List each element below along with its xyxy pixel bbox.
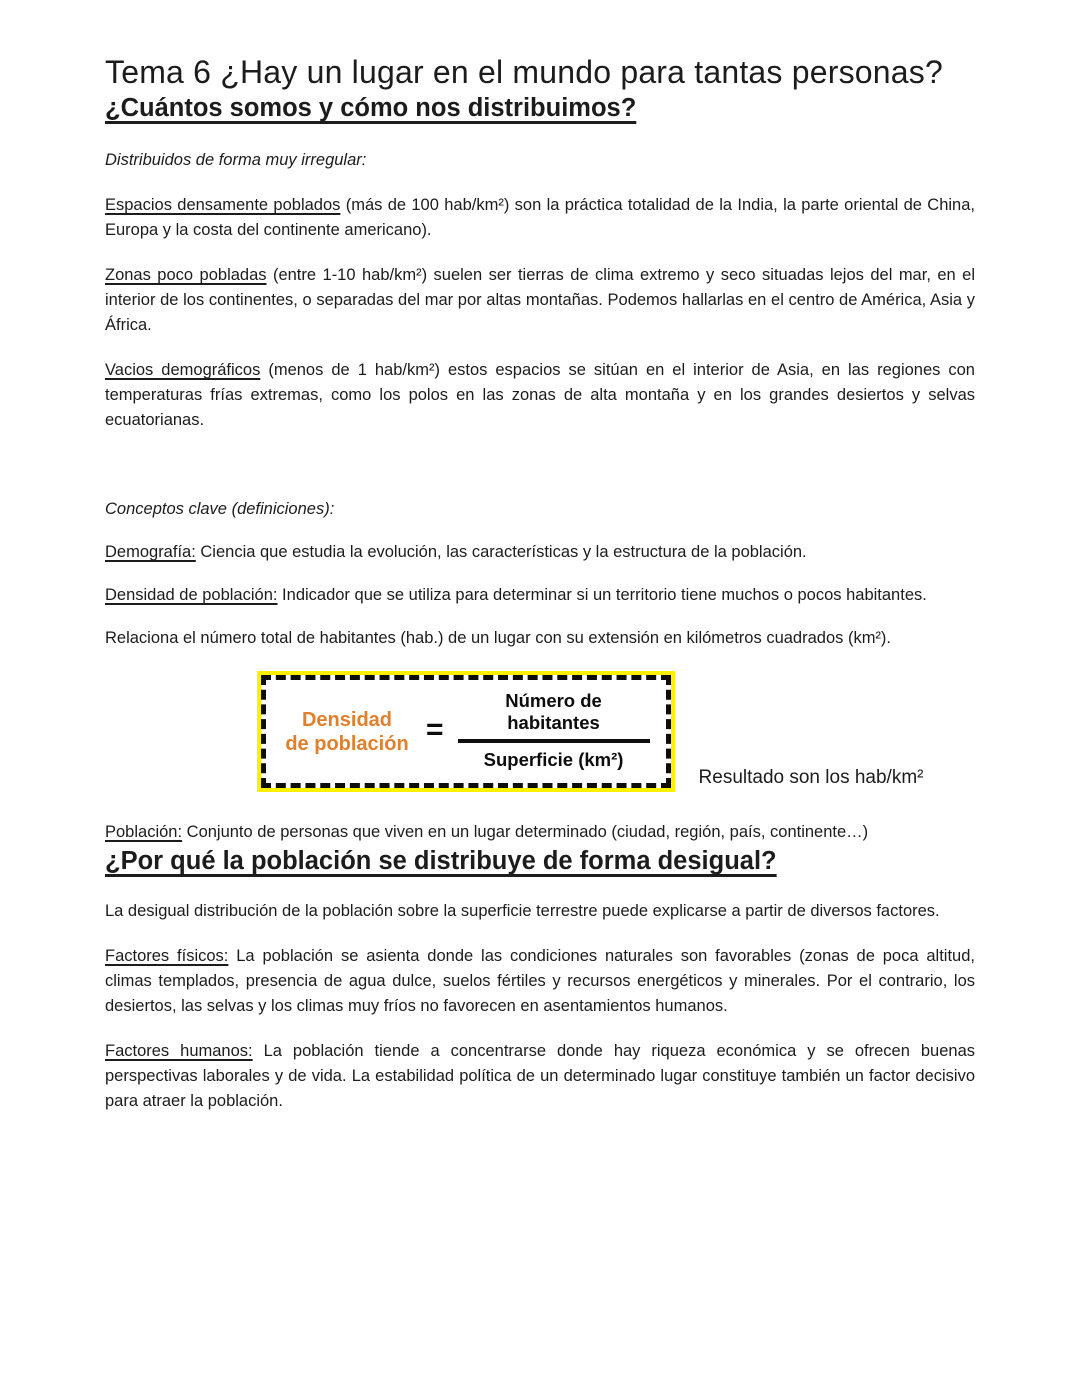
numerator-line2: habitantes	[507, 712, 600, 733]
paragraph-factores-fisicos	[105, 944, 975, 1019]
term-vacios-demograficos: Vacios demográficos	[105, 361, 261, 379]
paragraph-vacios-demograficos	[105, 358, 975, 433]
paragraph-text: (menos de 1 hab/km²) estos espacios se sitúan en el interior de Asia, en las regiones con temperaturas frías extremas, como los polos en las zonas de alta montaña y en los grandes desiertos y selvas ecuatorianas.	[105, 361, 975, 429]
fraction-denominator: Superficie (km²)	[483, 749, 624, 770]
density-formula-inner	[261, 675, 671, 788]
section1-heading: ¿Cuántos somos y cómo nos distribuimos?	[105, 94, 637, 122]
formula-label-line1: Densidad	[301, 708, 393, 731]
term-zonas-poco-pobladas: Zonas poco pobladas	[105, 266, 267, 284]
section2-intro: La desigual distribución de la población sobre la superficie terrestre puede explicarse a partir de diversos factores.	[105, 902, 940, 920]
definition-densidad-de-poblacion	[105, 583, 975, 608]
term-densidad-de-poblacion: Densidad de población:	[105, 586, 278, 604]
fraction-numerator	[505, 690, 602, 734]
definition-text: Ciencia que estudia la evolución, las características y la estructura de la población.	[195, 543, 807, 561]
definition-poblacion	[105, 820, 975, 845]
term-factores-fisicos: Factores físicos:	[105, 947, 229, 965]
paragraph-text: La población se asienta donde las condiciones naturales son favorables (zonas de poca altitud, climas templados, presencia de agua dulce, suelos fértiles y recursos energéticos y minerales. Por el contrario, los desiertos, las selvas y los climas muy fríos no favorecen en asentamientos humanos.	[105, 947, 975, 1015]
definition-demografia	[105, 540, 975, 565]
paragraph-text: La población tiende a concentrarse donde hay riqueza económica y se ofrecen buenas perspectivas laborales y de vida. La estabilidad política de un determinado lugar constituye también un factor decisivo para atraer la población.	[105, 1042, 976, 1110]
formula-label	[282, 708, 412, 756]
equals-sign: =	[426, 712, 444, 746]
density-formula-box	[257, 671, 675, 792]
numerator-line1: Número de	[505, 690, 602, 711]
definition-text: Conjunto de personas que viven en un lugar determinado (ciudad, región, país, continente…)	[182, 823, 869, 841]
definition-text: Indicador que se utiliza para determinar si un territorio tiene muchos o pocos habitantes.	[277, 586, 927, 604]
paragraph-relaciona: Relaciona el número total de habitantes (hab.) de un lugar con su extensión en kilómetros cuadrados (km²).	[105, 629, 892, 647]
section2-heading: ¿Por qué la población se distribuye de forma desigual?	[105, 847, 777, 875]
paragraph-factores-humanos	[105, 1039, 975, 1114]
paragraph-text: (entre 1-10 hab/km²) suelen ser tierras de clima extremo y seco situadas lejos del mar, en el interior de los continentes, o separadas del mar por altas montañas. Podemos hallarlas en el centro de América, Asia y África.	[105, 266, 975, 334]
term-factores-humanos: Factores humanos:	[105, 1042, 253, 1060]
document-title: Tema 6 ¿Hay un lugar en el mundo para tantas personas?	[105, 54, 943, 90]
formula-fraction	[458, 690, 650, 773]
term-demografia: Demografía:	[105, 543, 196, 561]
paragraph-zonas-poco-pobladas	[105, 263, 975, 338]
section1-intro: Distribuidos de forma muy irregular:	[105, 151, 367, 169]
concepts-heading: Conceptos clave (definiciones):	[105, 500, 335, 518]
term-poblacion: Población:	[105, 823, 183, 841]
fraction-bar	[458, 739, 650, 743]
paragraph-espacios-densamente-poblados	[105, 193, 975, 243]
density-formula-row	[257, 671, 975, 792]
formula-caption: Resultado son los hab/km²	[698, 767, 924, 788]
term-espacios-densamente-poblados: Espacios densamente poblados	[105, 196, 341, 214]
paragraph-text: (más de 100 hab/km²) son la práctica totalidad de la India, la parte oriental de China, Europa y la costa del continente americano).	[105, 196, 975, 239]
formula-label-line2: de población	[285, 732, 409, 755]
